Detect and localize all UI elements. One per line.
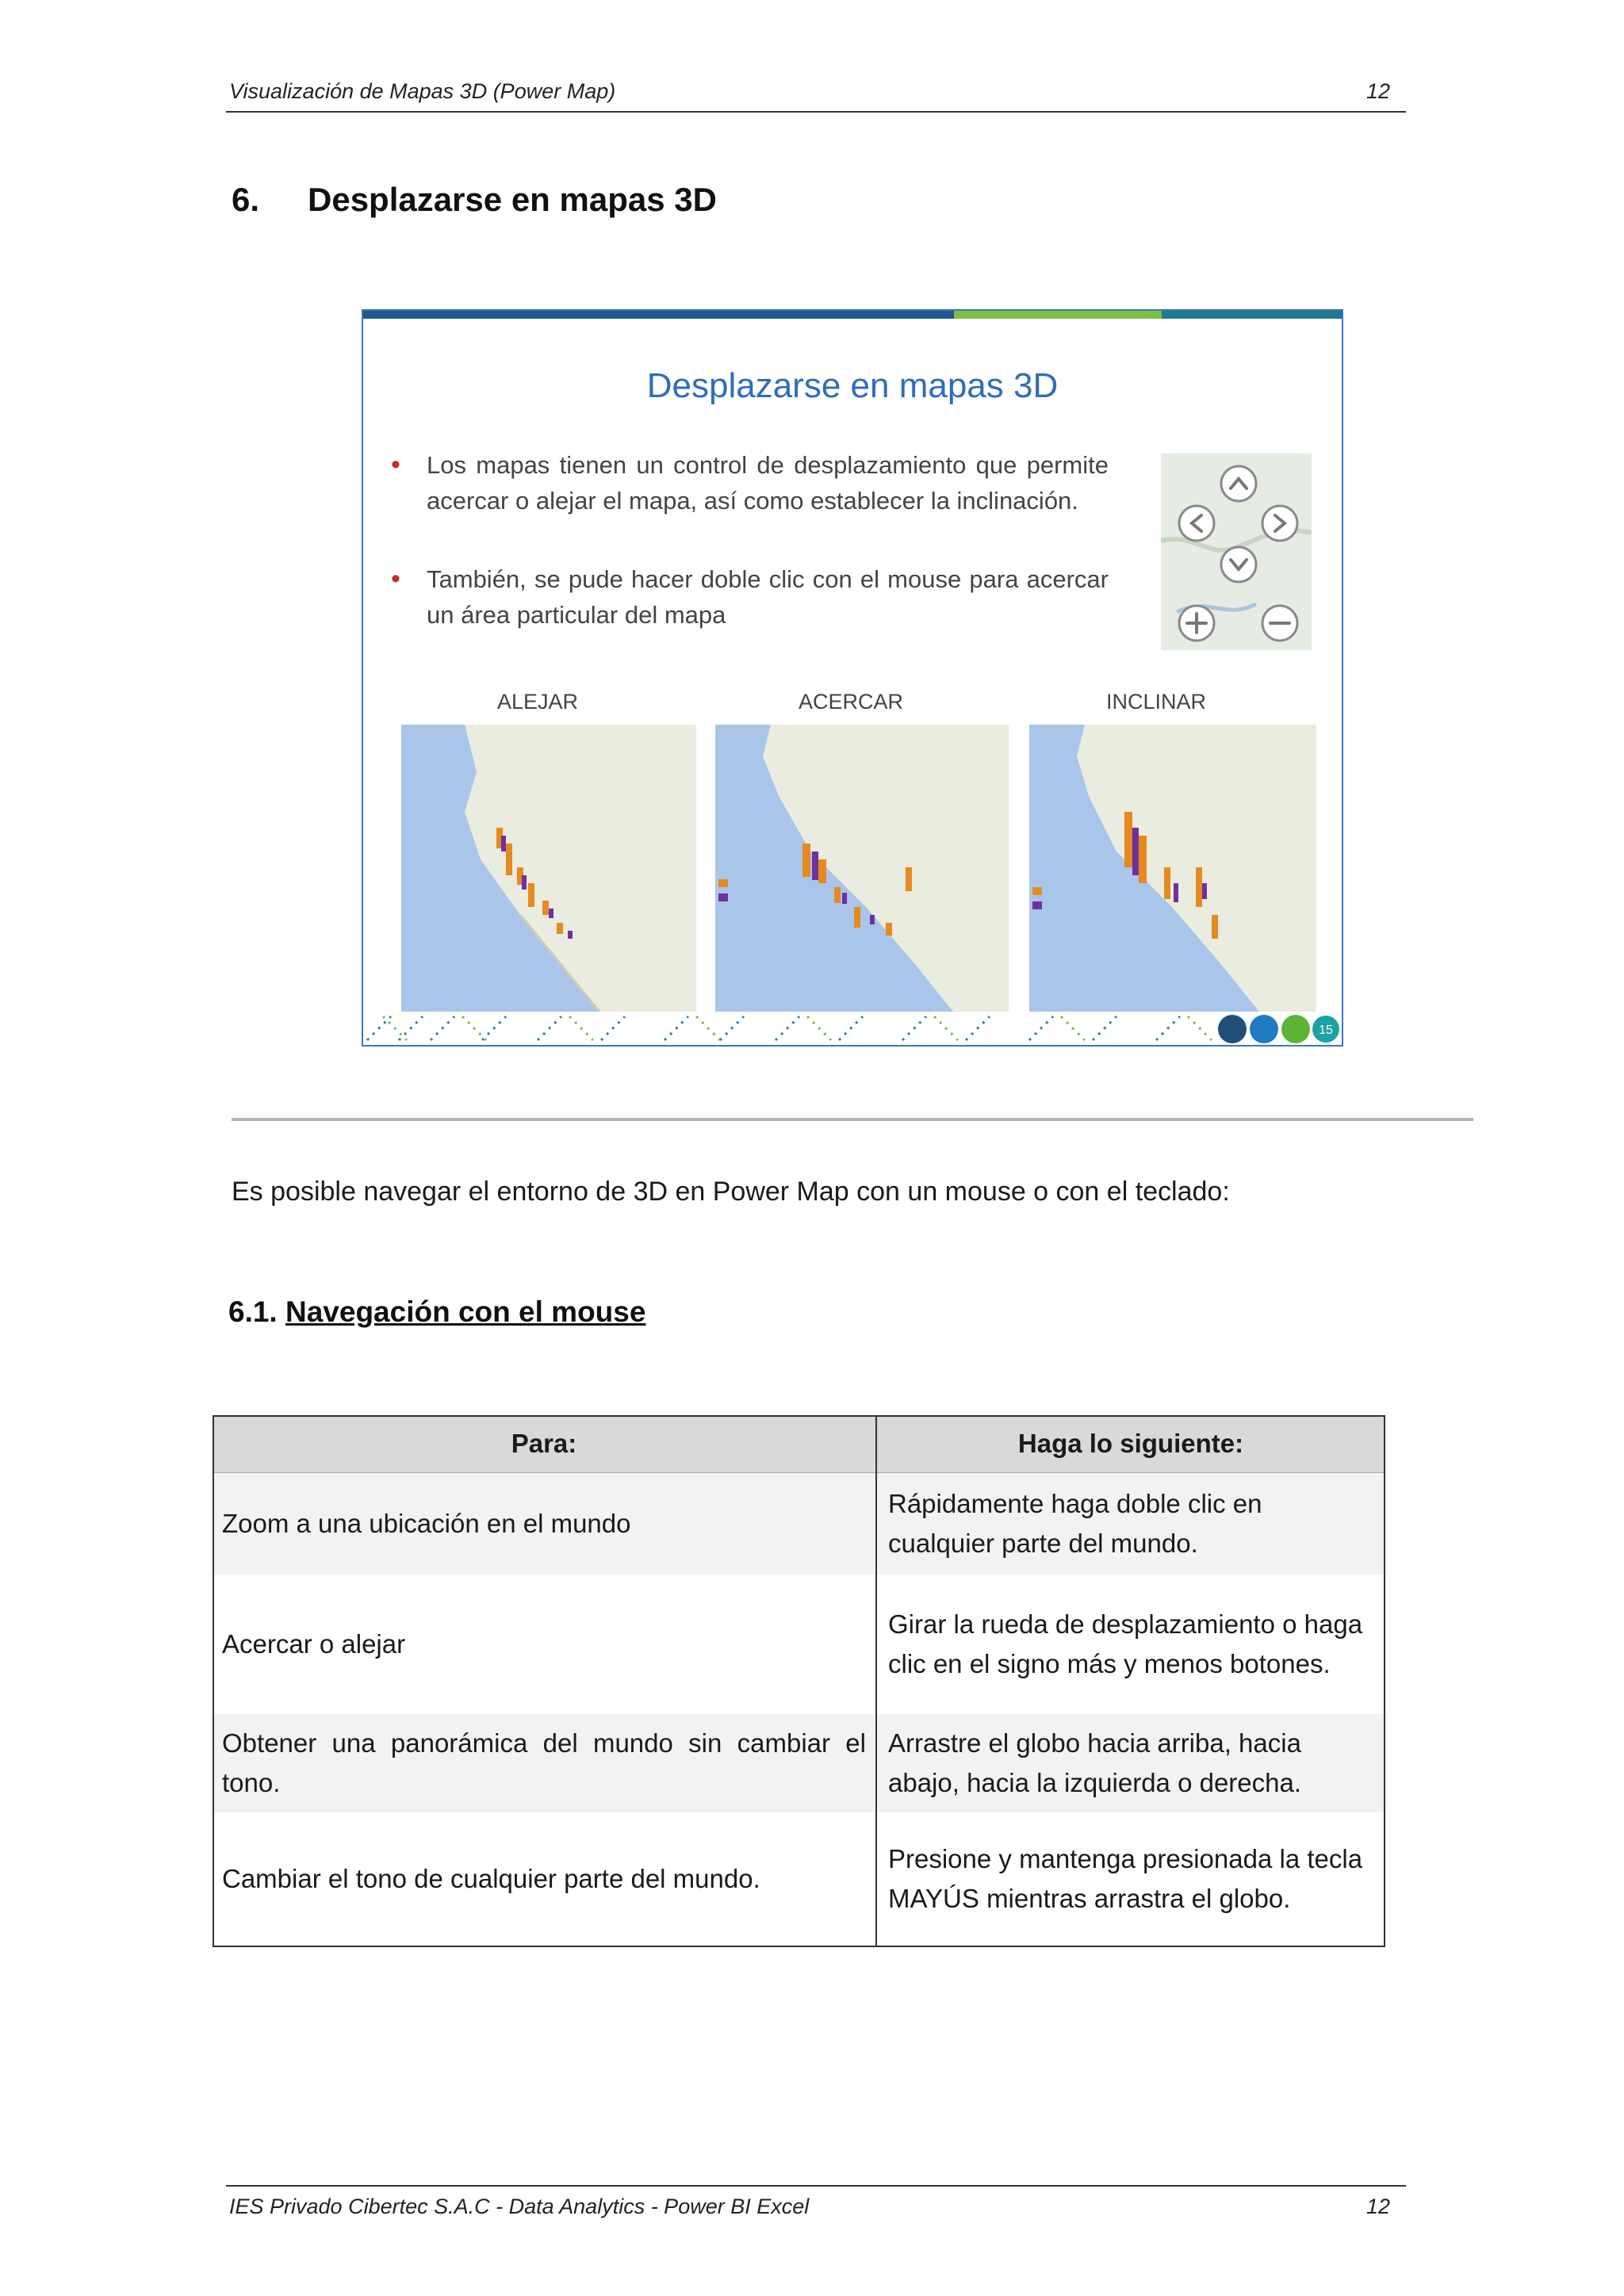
map-navigation-control-thumbnail bbox=[1161, 453, 1312, 650]
map-zoomed-out-image bbox=[401, 725, 696, 1012]
slide-logo-green-icon bbox=[1281, 1015, 1310, 1043]
table-cell: Obtener una panorámica del mundo sin cambiar el tono. bbox=[213, 1714, 876, 1812]
table-cell: Presione y mantenga presionada la tecla MAYÚS mientras arrastra el globo. bbox=[888, 1843, 1363, 1913]
page-header bbox=[226, 76, 1406, 113]
slide-number: 15 bbox=[1319, 1024, 1333, 1037]
map-label-alejar: ALEJAR bbox=[496, 690, 579, 714]
map-label-acercar: ACERCAR bbox=[798, 690, 904, 714]
slide-topbar-green bbox=[954, 311, 1162, 319]
table-cell: Cambiar el tono de cualquier parte del mundo. bbox=[213, 1812, 876, 1946]
table-header-row bbox=[213, 1415, 1385, 1473]
table-row bbox=[213, 1473, 1385, 1575]
subsection-title: Navegación con el mouse bbox=[285, 1295, 646, 1328]
section-heading bbox=[232, 181, 717, 219]
slide-bullet bbox=[391, 561, 1109, 633]
subsection-number: 6.1. bbox=[228, 1295, 278, 1328]
slide-logo-shield-icon bbox=[1218, 1015, 1247, 1043]
slide-topbar-teal bbox=[1162, 311, 1342, 319]
table-cell: Zoom a una ubicación en el mundo bbox=[213, 1473, 876, 1575]
footer-page-number: 12 bbox=[1365, 2195, 1390, 2218]
slide-bullet-text: También, se pude hacer doble clic con el mouse para acercar un área particular del mapa bbox=[427, 565, 1109, 629]
table-cell: Rápidamente haga doble clic en cualquier parte del mundo. bbox=[876, 1473, 1385, 1575]
slide-title: Desplazarse en mapas 3D bbox=[646, 366, 1059, 405]
table-header-haga: Haga lo siguiente: bbox=[876, 1415, 1385, 1473]
header-page-number: 12 bbox=[1365, 79, 1390, 103]
slide-image bbox=[362, 309, 1343, 1047]
slide-topbar-blue bbox=[363, 311, 954, 319]
table-row bbox=[213, 1812, 1385, 1946]
page-footer bbox=[226, 2185, 1406, 2226]
bullet-dot-icon: • bbox=[391, 450, 400, 480]
pan-left-icon bbox=[1179, 506, 1214, 541]
section-title: Desplazarse en mapas 3D bbox=[308, 181, 717, 218]
table-cell: Girar la rueda de desplazamiento o haga clic en el signo más y menos botones. bbox=[888, 1609, 1363, 1678]
table-header-para: Para: bbox=[213, 1415, 876, 1473]
bullet-dot-icon: • bbox=[391, 564, 400, 594]
slide-logo-blue-icon bbox=[1250, 1015, 1278, 1043]
pan-down-icon bbox=[1221, 547, 1256, 582]
map-zoomed-in-image bbox=[715, 725, 1009, 1012]
footer-text: IES Privado Cibertec S.A.C - Data Analytics - Power BI Excel bbox=[229, 2195, 810, 2218]
mouse-navigation-table bbox=[213, 1415, 1385, 1946]
table-cell: Acercar o alejar bbox=[213, 1575, 876, 1714]
intro-paragraph: Es posible navegar el entorno de 3D en Power Map con un mouse o con el teclado: bbox=[232, 1177, 1230, 1207]
pan-right-icon bbox=[1262, 506, 1297, 541]
slide-bullet-text: Los mapas tienen un control de desplazamiento que permite acercar o alejar el mapa, así como establecer la inclinación. bbox=[427, 451, 1109, 515]
map-tilted-image bbox=[1029, 725, 1316, 1012]
slide-footer-decoration bbox=[363, 1012, 1342, 1045]
table-row bbox=[213, 1575, 1385, 1714]
subsection-heading bbox=[228, 1295, 645, 1329]
table-row bbox=[213, 1714, 1385, 1812]
map-label-inclinar: INCLINAR bbox=[1105, 690, 1207, 714]
table-cell: Arrastre el globo hacia arriba, hacia abajo, hacia la izquierda o derecha. bbox=[876, 1714, 1385, 1812]
pan-up-icon bbox=[1221, 466, 1256, 501]
divider bbox=[232, 1118, 1473, 1121]
slide-bullet bbox=[391, 447, 1109, 519]
section-number: 6. bbox=[232, 181, 260, 218]
header-title: Visualización de Mapas 3D (Power Map) bbox=[229, 79, 616, 103]
